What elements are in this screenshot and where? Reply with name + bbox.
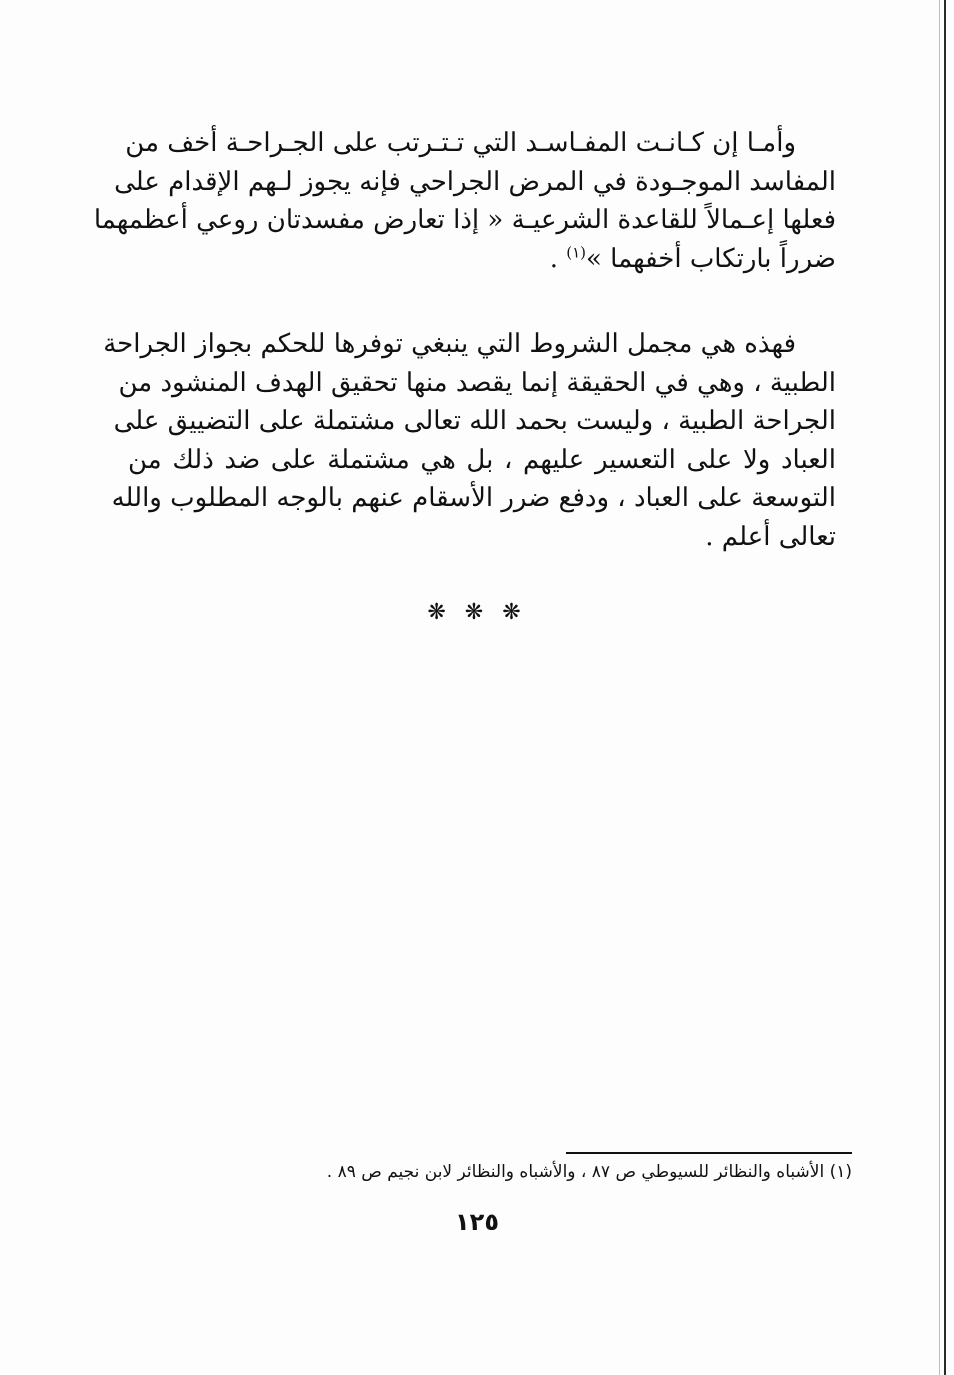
paragraph-1-line-1: وأمـا إن كـانـت المفـاسـد التي تـتـرتب على الجـراحـة أخف من: [125, 128, 796, 158]
page-edge-line: [944, 0, 946, 1375]
page-number: ١٢٥: [455, 1208, 499, 1236]
paragraph-1: [93, 124, 836, 278]
page-edge-shadow: [939, 0, 940, 1375]
paragraph-1-line-4-text: ضرراً بارتكاب أخفهما »: [586, 243, 836, 274]
paragraph-1-line-3: فعلها إعـمالاً للقاعدة الشرعيـة « إذا تعارض مفسدتان روعي أعظمهما: [93, 205, 836, 235]
paragraph-2-line-2: الطبية ، وهي في الحقيقة إنما يقصد منها تحقيق الهدف المنشود من: [118, 367, 836, 398]
paragraph-1-line-2: المفاسد الموجـودة في المرض الجراحي فإنه يجوز لـهم الإقدام على: [114, 166, 836, 197]
paragraph-1-line-4: [128, 240, 836, 279]
footnote-divider: [566, 1152, 852, 1154]
footnote-reference: (١): [566, 242, 586, 261]
paragraph-2-line-5: التوسعة على العباد ، ودفع ضرر الأسقام عنهم بالوجه المطلوب والله: [111, 483, 836, 513]
paragraph-2-line-4: العباد ولا على التعسير عليهم ، بل هي مشتملة على ضد ذلك من: [128, 444, 836, 475]
paragraph-2-line-1: فهذه هي مجمل الشروط التي ينبغي توفرها للحكم بجواز الجراحة: [103, 329, 796, 359]
section-separator-stars: ❋ ❋ ❋: [427, 600, 527, 625]
paragraph-1-end: .: [549, 243, 567, 274]
paragraph-2-line-6: تعالى أعلم .: [705, 521, 836, 552]
footnote-text: (١) الأشباه والنظائر للسيوطي ص ٨٧ ، والأشباه والنظائر لابن نجيم ص ٨٩ .: [326, 1162, 852, 1182]
paragraph-2-line-3: الجراحة الطبية ، وليست بحمد الله تعالى مشتملة على التضييق على: [113, 406, 836, 436]
paragraph-2: [103, 325, 836, 556]
